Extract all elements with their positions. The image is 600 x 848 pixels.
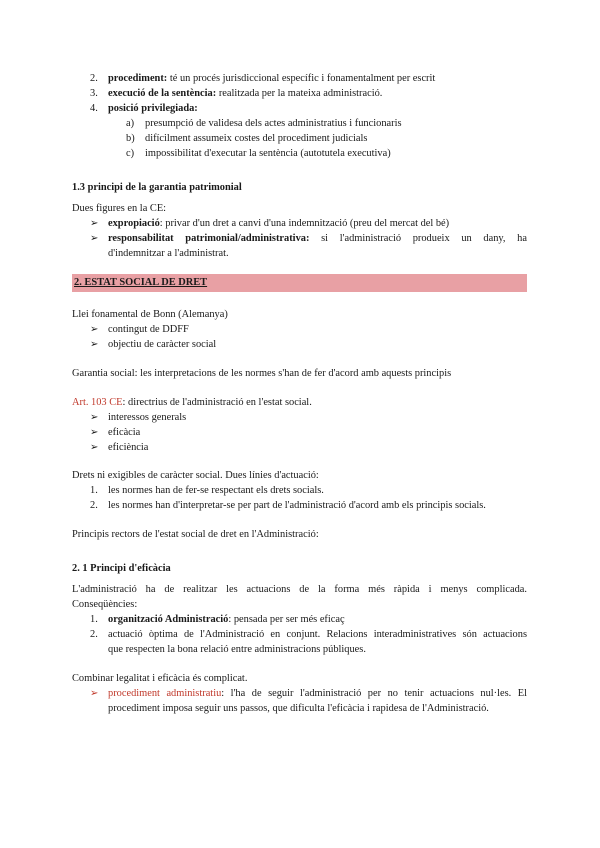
list-number: 4. (90, 103, 98, 114)
sublist-letter: b) (126, 133, 135, 144)
bullet-item: objectiu de caràcter social (108, 339, 217, 350)
list-number: 1. (90, 614, 98, 625)
paragraph: Combinar legalitat i eficàcia és complicat. (72, 673, 248, 684)
heading-1-3: 1.3 principi de la garantia patrimonial (72, 182, 242, 193)
section-heading: 2. ESTAT SOCIAL DE DRET (74, 277, 208, 288)
paragraph: L'administració ha de realitzar les actuacions de la forma més ràpida i menys complicada. (72, 584, 527, 595)
bullet-item-continuation: procediment imposa seguir uns passos, que dificulta l'eficàcia i rapidesa de l'Administració. (108, 703, 489, 714)
list-item: organització Administració: pensada per ser més eficaç (108, 614, 345, 625)
list-number: 1. (90, 485, 98, 496)
arrow-bullet-icon: ➢ (90, 412, 99, 423)
paragraph: Art. 103 CE: directrius de l'administració en l'estat social. (72, 397, 312, 408)
list-item: execució de la sentència: realitzada per la mateixa administració. (108, 88, 383, 99)
list-item: les normes han de fer-se respectant els drets socials. (108, 485, 324, 496)
arrow-bullet-icon: ➢ (90, 427, 99, 438)
list-number: 2. (90, 629, 98, 640)
bullet-item: interessos generals (108, 412, 187, 423)
bullet-item: eficàcia (108, 427, 141, 438)
list-number: 3. (90, 88, 98, 99)
bullet-item-continuation: d'indemnitzar a l'administrat. (108, 248, 229, 259)
bullet-item: eficiència (108, 442, 149, 453)
arrow-bullet-icon: ➢ (90, 339, 99, 350)
sublist-letter: a) (126, 118, 135, 129)
paragraph: Dues figures en la CE: (72, 203, 167, 214)
list-item: posició privilegiada: (108, 103, 198, 114)
list-item: actuació òptima de l'Administració en conjunt. Relacions interadministratives són actuacions (108, 629, 527, 640)
paragraph: Principis rectors de l'estat social de dret en l'Administració: (72, 529, 319, 540)
list-item-continuation: que respecten la bona relació entre administracions públiques. (108, 644, 366, 655)
bullet-item: responsabilitat patrimonial/administrativa: si l'administració produeix un dany, ha (108, 233, 527, 244)
paragraph: Garantia social: les interpretacions de les normes s'han de fer d'acord amb aquests principis (72, 368, 452, 379)
bullet-item: expropiació: privar d'un dret a canvi d'una indemnització (preu del mercat del bé) (108, 218, 450, 229)
bullet-item: procediment administratiu: l'ha de seguir l'administració per no tenir actuacions nul·les. El (108, 688, 527, 699)
arrow-bullet-icon: ➢ (90, 233, 99, 244)
paragraph: Llei fonamental de Bonn (Alemanya) (72, 309, 228, 320)
list-item: les normes han d'interpretar-se per part de l'administració d'acord amb els principis socials. (108, 500, 486, 511)
section-heading-bar (72, 274, 527, 292)
arrow-bullet-icon: ➢ (90, 324, 99, 335)
heading-2-1: 2. 1 Principi d'eficàcia (72, 563, 171, 574)
bullet-item: contingut de DDFF (108, 324, 189, 335)
list-number: 2. (90, 500, 98, 511)
paragraph: Conseqüències: (72, 599, 138, 610)
list-item: procediment: té un procés jurisdiccional específic i fonamentalment per escrit (108, 73, 436, 84)
paragraph: Drets ni exigibles de caràcter social. Dues línies d'actuació: (72, 470, 319, 481)
sublist-item: difícilment assumeix costes del procediment judicials (145, 133, 368, 144)
list-number: 2. (90, 73, 98, 84)
sublist-letter: c) (126, 148, 135, 159)
arrow-bullet-icon: ➢ (90, 688, 99, 699)
arrow-bullet-icon: ➢ (90, 442, 99, 453)
sublist-item: impossibilitat d'executar la sentència (autotutela executiva) (145, 148, 391, 159)
sublist-item: presumpció de validesa dels actes administratius i funcionaris (145, 118, 402, 129)
arrow-bullet-icon: ➢ (90, 218, 99, 229)
